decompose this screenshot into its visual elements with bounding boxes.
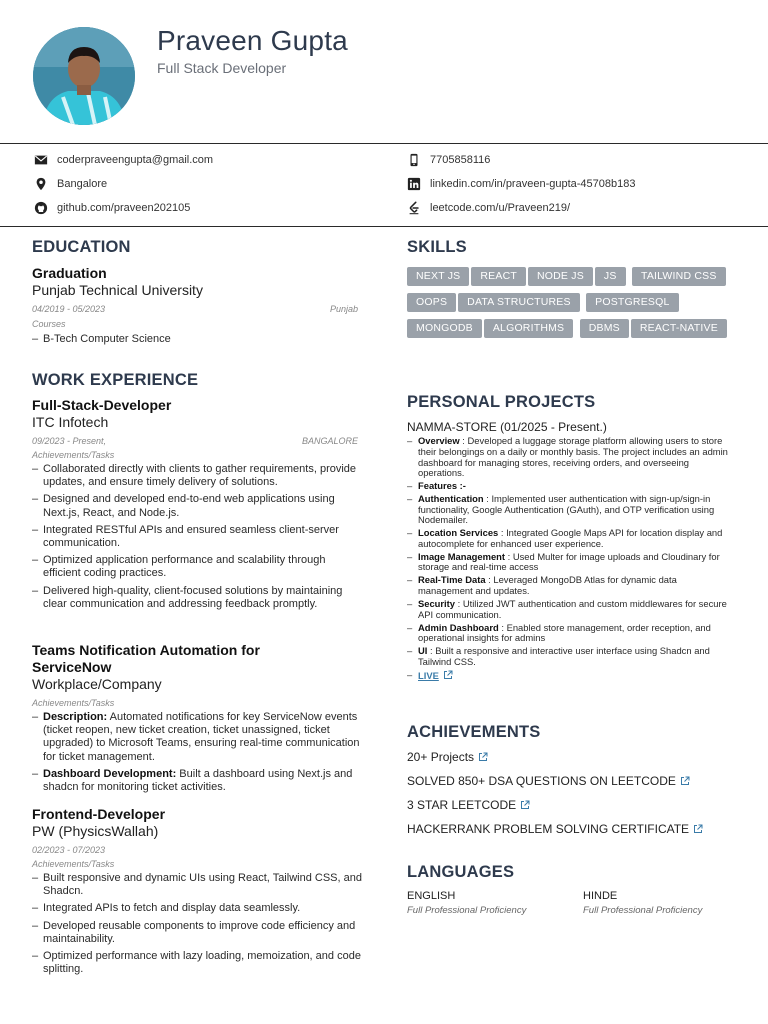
bullet-strong: UI [418, 645, 428, 657]
project-bullet [407, 575, 732, 596]
bullet-strong: Dashboard Development: [43, 767, 177, 780]
live-link[interactable]: LIVE [418, 669, 439, 681]
skill-tag: DBMS [580, 319, 629, 338]
candidate-role: Full Stack Developer [157, 60, 287, 76]
project-bullet [407, 436, 732, 478]
job-bullets [32, 872, 362, 976]
job-itc [32, 397, 362, 611]
project-servicenow [32, 642, 362, 794]
phone-icon [406, 152, 422, 168]
language-level: Full Professional Proficiency [407, 905, 527, 916]
job-title: Full-Stack-Developer [32, 397, 172, 413]
contact-divider [0, 226, 768, 227]
achievement-text: HACKERRANK PROBLEM SOLVING CERTIFICATE [407, 822, 690, 836]
job-bullets [32, 463, 362, 611]
bullet-strong: Features :- [418, 480, 466, 492]
job-title: Frontend-Developer [32, 806, 166, 822]
bullet-text: : Used Multer for image uploads and Cloudinary for storage and real-time access [418, 550, 720, 573]
achievement-item [407, 822, 703, 836]
job-bullet: – Developed reusable components to improve code efficiency and maintainability. [32, 920, 362, 946]
project-bullets [407, 436, 732, 681]
achievement-item [407, 750, 488, 764]
contact-leetcode[interactable] [406, 200, 570, 216]
language-item [407, 890, 526, 917]
external-link-icon[interactable] [520, 800, 530, 810]
skill-tag: REACT-NATIVE [631, 319, 727, 338]
job-meta [32, 434, 358, 448]
leetcode-text[interactable]: leetcode.com/u/Praveen219/ [430, 202, 571, 214]
header-divider [0, 143, 768, 144]
job-tasks-label: Achievements/Tasks [32, 859, 115, 869]
job-bullet: – Delivered high-quality, client-focused solutions by maintaining clear communication and addressing feedback promptly. [32, 585, 362, 611]
profile-photo [33, 27, 135, 125]
achievement-item [407, 798, 530, 812]
job-bullet [32, 768, 362, 794]
skill-tag: ALGORITHMS [484, 319, 573, 338]
leetcode-icon [406, 200, 422, 216]
profile-photo-image [33, 27, 135, 125]
skill-tag: MONGODB [407, 319, 482, 338]
education-section [32, 265, 358, 346]
language-item [583, 890, 702, 917]
language-name: ENGLISH [407, 890, 456, 902]
project-namma-store [407, 420, 732, 681]
bullet-strong: Overview [418, 435, 460, 447]
job-bullet: – Optimized performance with lazy loading, memoization, and code splitting. [32, 950, 362, 976]
project-live-item [407, 670, 732, 682]
skill-tag: JS [595, 267, 626, 286]
achievement-text: 3 STAR LEETCODE [407, 798, 517, 812]
achievements-heading: ACHIEVEMENTS [407, 723, 541, 741]
job-bullet: – Optimized application performance and scalability through efficient coding practices. [32, 554, 362, 580]
skills-heading: SKILLS [407, 238, 467, 256]
project-title: NAMMA-STORE (01/2025 - Present.) [407, 420, 607, 434]
bullet-text: : Implemented user authentication with sign-up/sign-in functionality, Google Authentication (GAuth), and OTP verification using Nodemailer. [418, 493, 715, 526]
education-dates: 04/2019 - 05/2023 [32, 304, 106, 314]
bullet-text: Automated notifications for key ServiceNow events (ticket reopen, new ticket creation, ticket unassigned, ticket upgraded) to Microsoft Teams, ensuring real-time communication for ticket management. [43, 711, 360, 763]
bullet-text: : Integrated Google Maps API for location display and autocomplete for enhanced user experience. [418, 527, 723, 549]
envelope-icon [33, 152, 49, 168]
location-pin-icon [33, 176, 49, 192]
bullet-text: : Developed a luggage storage platform allowing users to store their belongings on a daily or monthly basis. The project includes an admin dashboard for managing stores, receiving orders, and overseeing operations. [418, 435, 728, 479]
job-bullet: – Integrated APIs to fetch and display data seamlessly. [32, 902, 362, 915]
skill-tag: NODE JS [528, 267, 593, 286]
contact-linkedin[interactable] [406, 176, 635, 192]
job-bullet: – Built responsive and dynamic UIs using React, Tailwind CSS, and Shadcn. [32, 872, 362, 898]
courses-label: Courses [32, 319, 66, 329]
project-bullet [407, 552, 732, 573]
external-link-icon[interactable] [443, 670, 453, 680]
external-link-icon[interactable] [680, 776, 690, 786]
external-link-icon[interactable] [478, 752, 488, 762]
project-bullet [407, 623, 732, 644]
bullet-strong: Authentication [418, 493, 484, 505]
course-item: – B-Tech Computer Science [32, 333, 358, 346]
project-bullet [407, 494, 732, 526]
project-bullet [407, 646, 732, 667]
job-company: Workplace/Company [32, 676, 162, 692]
bullet-text: : Leveraged MongoDB Atlas for dynamic data management and updates. [418, 574, 677, 597]
project-bullet [407, 599, 732, 620]
bullet-strong: Real-Time Data [418, 574, 486, 586]
work-heading: WORK EXPERIENCE [32, 371, 199, 389]
bullet-strong: Location Services [418, 527, 499, 539]
job-bullet: – Designed and developed end-to-end web applications using Next.js, React, and Node.js. [32, 493, 362, 519]
achievement-text: 20+ Projects [407, 750, 475, 764]
job-dates: 02/2023 - 07/2023 [32, 845, 106, 855]
skill-tag: NEXT JS [407, 267, 469, 286]
contact-email[interactable] [33, 152, 213, 168]
contact-phone[interactable] [406, 152, 490, 168]
education-place: Punjab [329, 304, 358, 314]
github-text[interactable]: github.com/praveen202105 [57, 202, 191, 214]
language-level: Full Professional Proficiency [583, 905, 703, 916]
bullet-strong: Description: [43, 711, 108, 723]
job-tasks-label: Achievements/Tasks [32, 450, 115, 460]
email-text[interactable]: coderpraveengupta@gmail.com [57, 154, 214, 166]
job-company: PW (PhysicsWallah) [32, 823, 159, 839]
achievement-item [407, 774, 690, 788]
project-bullet [407, 528, 732, 549]
skill-tag: DATA STRUCTURES [458, 293, 580, 312]
bullet-text: Built a dashboard using Next.js and shadcn for monitoring ticket activities. [43, 767, 353, 794]
resume-header [0, 0, 768, 140]
contact-github[interactable] [33, 200, 190, 216]
education-school: Punjab Technical University [32, 282, 203, 298]
education-heading: EDUCATION [32, 238, 131, 256]
job-title: Teams Notification Automation for ServiceNow [32, 642, 260, 675]
linkedin-icon [406, 176, 422, 192]
job-bullet [32, 711, 362, 764]
contact-location [33, 176, 107, 192]
language-name: HINDE [583, 890, 618, 902]
bullet-text: : Utilized JWT authentication and custom middlewares for secure API communication. [418, 598, 727, 620]
github-icon [33, 200, 49, 216]
external-link-icon[interactable] [693, 824, 703, 834]
courses-list [32, 333, 358, 346]
bullet-strong: Image Management [418, 550, 506, 562]
job-bullet: – Collaborated directly with clients to gather requirements, provide updates, and ensure timely delivery of solutions. [32, 463, 362, 489]
job-bullet: – Integrated RESTful APIs and ensured seamless client-server communication. [32, 524, 362, 550]
education-meta [32, 302, 358, 316]
skills-tags [407, 266, 737, 344]
languages-heading: LANGUAGES [407, 863, 515, 881]
bullet-text: : Built a responsive and interactive user interface using Shadcn and Tailwind CSS. [418, 645, 710, 667]
projects-heading: PERSONAL PROJECTS [407, 393, 596, 411]
skill-tag: TAILWIND CSS [632, 267, 726, 286]
skill-tag: REACT [471, 267, 526, 286]
job-company: ITC Infotech [32, 414, 109, 430]
job-place: BANGALORE [301, 436, 358, 446]
bullet-text: : Enabled store management, order reception, and operational insights for admins [418, 621, 711, 644]
achievement-text: SOLVED 850+ DSA QUESTIONS ON LEETCODE [407, 774, 676, 788]
bullet-strong: Security [418, 598, 455, 610]
job-pw [32, 806, 362, 976]
linkedin-text[interactable]: linkedin.com/in/praveen-gupta-45708b183 [430, 178, 636, 190]
job-bullets [32, 711, 362, 794]
job-tasks-label: Achievements/Tasks [32, 698, 115, 708]
job-dates: 09/2023 - Present, [32, 436, 107, 446]
skill-tag: POSTGRESQL [586, 293, 678, 312]
project-bullet [407, 481, 732, 492]
location-text: Bangalore [57, 178, 108, 190]
candidate-name: Praveen Gupta [157, 25, 348, 56]
education-degree: Graduation [32, 265, 107, 281]
phone-text[interactable]: 7705858116 [430, 154, 491, 166]
skill-tag: OOPS [407, 293, 456, 312]
bullet-strong: Admin Dashboard [418, 621, 499, 633]
